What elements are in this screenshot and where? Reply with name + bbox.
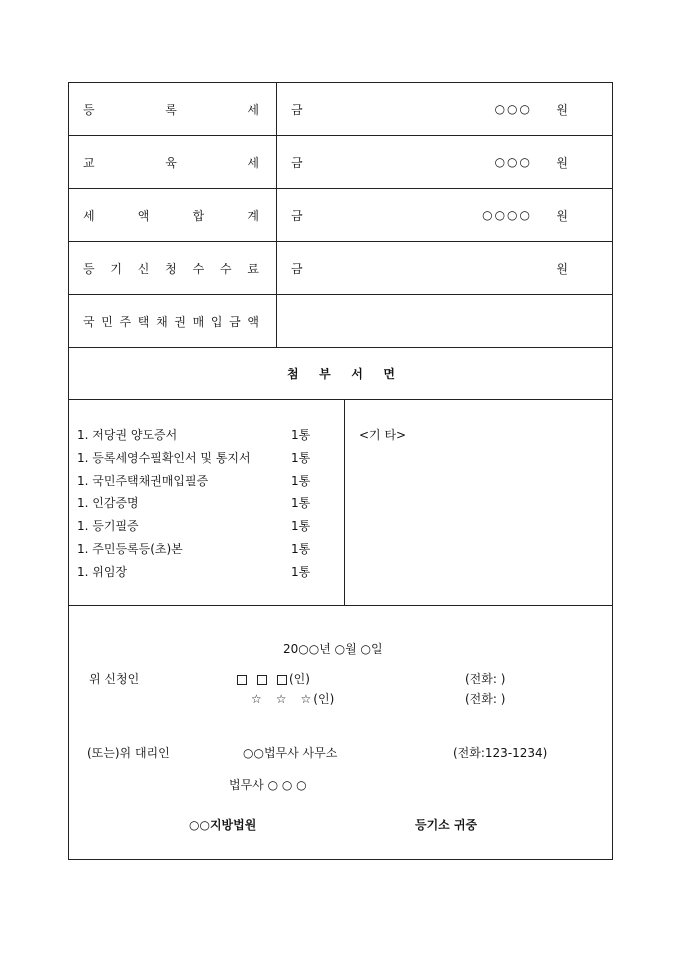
label-char: 액: [137, 208, 150, 223]
agent-phone: (전화:123-1234): [453, 746, 548, 760]
label-char: 료: [247, 261, 259, 276]
fee-label: [83, 189, 259, 241]
attachment-count: 1통: [291, 473, 311, 488]
title-char: 부: [319, 367, 331, 381]
attachments-title: [287, 348, 395, 399]
fee-prefix: 금: [291, 155, 303, 170]
list-item: [77, 561, 327, 584]
fee-row-registration-tax: [69, 83, 612, 136]
fee-unit: 원: [556, 261, 568, 276]
label-char: 매: [192, 314, 205, 329]
fee-unit: 원: [556, 208, 568, 223]
fee-label: [83, 136, 259, 188]
label-char: 청: [165, 261, 177, 276]
attachment-list: [77, 424, 327, 584]
attachment-name: 1. 저당권 양도증서: [77, 428, 178, 442]
other-label: <기 타>: [359, 428, 407, 442]
label-char: 액: [247, 314, 259, 329]
applicant-phone-1: (전화: ): [465, 672, 506, 686]
label-char: 수: [219, 261, 232, 276]
fee-unit: 원: [556, 155, 568, 170]
box-placeholder-icon: [277, 675, 287, 685]
label-char: 록: [165, 102, 177, 117]
court-name: ○○지방법원: [189, 818, 257, 832]
label-char: 권: [174, 314, 186, 329]
applicant-phone-2: (전화: ): [465, 692, 506, 706]
fee-row-housing-bond: [69, 295, 612, 348]
list-item: [77, 515, 327, 538]
attachment-name: 1. 인감증명: [77, 496, 139, 511]
attachments-title-row: [69, 348, 612, 400]
fee-amount: ○○○○: [482, 208, 532, 222]
label-char: 계: [247, 208, 259, 223]
label-char: 택: [137, 314, 150, 329]
applicant-label: 위 신청인: [89, 672, 140, 686]
label-char: 금: [229, 314, 241, 329]
registration-application-form: [68, 82, 613, 860]
applicant-line-1: [237, 670, 310, 687]
label-char: 육: [165, 155, 177, 170]
fee-prefix: 금: [291, 261, 303, 276]
box-placeholder-icon: [257, 675, 267, 685]
title-char: 서: [351, 367, 363, 381]
attachment-count: 1통: [291, 519, 311, 534]
attachment-count: 1통: [291, 428, 311, 442]
fee-label: [83, 295, 259, 347]
list-item: [77, 470, 327, 493]
list-item: [77, 447, 327, 470]
fee-unit: 원: [556, 102, 568, 117]
attachment-count: 1통: [291, 496, 311, 511]
label-char: 세: [83, 208, 95, 223]
star-icon: ☆: [300, 692, 312, 706]
label-char: 세: [247, 155, 259, 170]
label-char: 등: [83, 261, 95, 276]
list-item: [77, 492, 327, 515]
attachment-name: 1. 등기필증: [77, 519, 139, 534]
fee-prefix: 금: [291, 208, 303, 223]
label-char: 국: [83, 314, 95, 329]
list-item: [77, 424, 327, 447]
label-char: 합: [192, 208, 205, 223]
label-char: 등: [83, 102, 95, 117]
label-char: 교: [83, 155, 95, 170]
agent-office: ○○법무사 사무소: [243, 746, 338, 760]
fee-label: [83, 83, 259, 135]
label-char: 민: [101, 314, 113, 329]
registry-office: 등기소 귀중: [415, 818, 478, 832]
title-char: 첨: [287, 367, 299, 381]
attachment-count: 1통: [291, 564, 311, 579]
attachment-name: 1. 등록세영수필확인서 및 통지서: [77, 450, 251, 465]
application-date: 20○○년 ○월 ○일: [283, 642, 383, 656]
agent-label: (또는)위 대리인: [87, 746, 170, 760]
attachment-name: 1. 주민등록등(초)본: [77, 541, 183, 556]
fee-amount: ○○○: [494, 102, 532, 116]
label-char: 입: [210, 314, 223, 329]
attachments-body: [69, 400, 612, 606]
fee-row-education-tax: [69, 136, 612, 189]
attachment-name: 1. 위임장: [77, 564, 128, 579]
fee-amount: ○○○: [494, 155, 532, 169]
attachment-count: 1통: [291, 450, 311, 465]
fee-label: [83, 242, 259, 294]
list-item: [77, 538, 327, 561]
label-char: 신: [137, 261, 150, 276]
star-icon: ☆: [275, 692, 287, 706]
label-char: 세: [247, 102, 259, 117]
fee-row-application-fee: [69, 242, 612, 295]
fee-row-tax-total: [69, 189, 612, 242]
signature-block: [69, 606, 612, 860]
box-placeholder-icon: [237, 675, 247, 685]
seal-mark: (인): [313, 692, 335, 706]
agent-name: 법무사 ○ ○ ○: [229, 778, 307, 792]
label-char: 기: [110, 261, 122, 276]
fee-prefix: 금: [291, 102, 303, 117]
applicant-line-2: [251, 690, 334, 707]
label-char: 주: [119, 314, 132, 329]
seal-mark: (인): [289, 672, 310, 686]
star-icon: ☆: [251, 692, 262, 706]
title-char: 면: [383, 367, 395, 381]
attachment-name: 1. 국민주택채권매입필증: [77, 473, 209, 488]
label-char: 수: [192, 261, 205, 276]
attachment-count: 1통: [291, 541, 311, 556]
label-char: 채: [156, 314, 168, 329]
